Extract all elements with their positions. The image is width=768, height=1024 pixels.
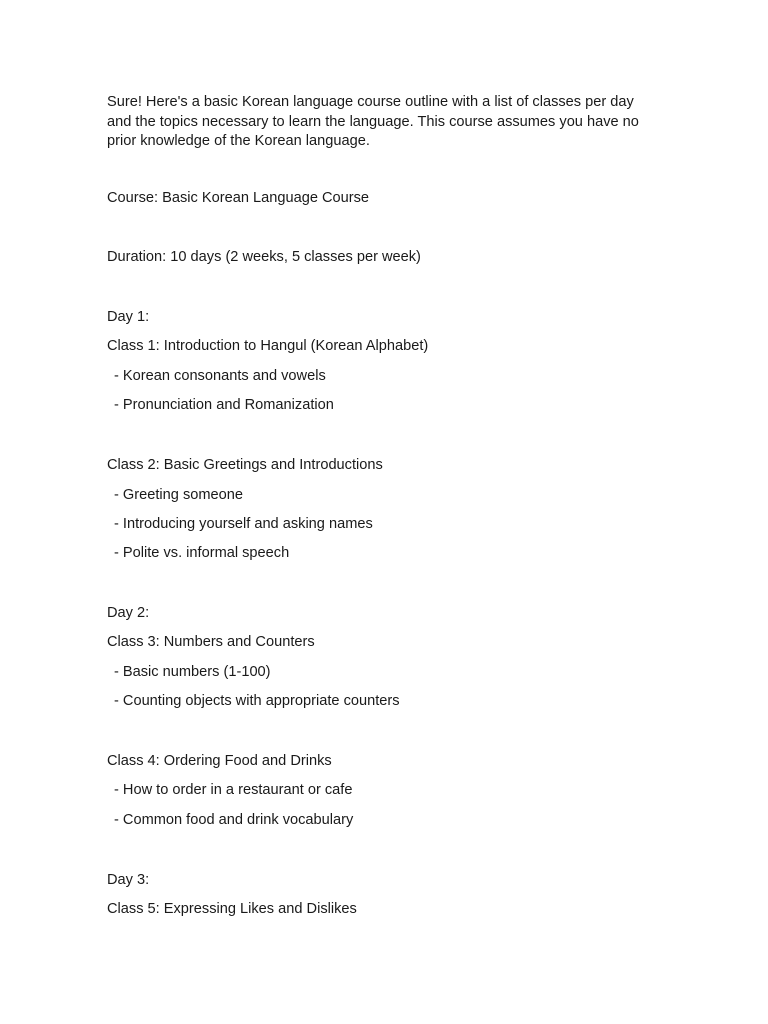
class-4-title: Class 4: Ordering Food and Drinks xyxy=(107,753,332,769)
class-3-topic: - Basic numbers (1-100) xyxy=(114,664,271,680)
intro-line-1: Sure! Here's a basic Korean language course outline with a list of classes per day xyxy=(107,94,634,110)
class-1-title: Class 1: Introduction to Hangul (Korean Alphabet) xyxy=(107,338,429,354)
class-4-topic: - Common food and drink vocabulary xyxy=(114,812,354,828)
course-title: Course: Basic Korean Language Course xyxy=(107,190,370,206)
class-2-topic: - Introducing yourself and asking names xyxy=(114,516,373,532)
day-3-heading: Day 3: xyxy=(107,872,150,888)
class-3-topic: - Counting objects with appropriate counters xyxy=(114,693,400,709)
class-1-topic: - Pronunciation and Romanization xyxy=(114,397,334,413)
intro-line-2: and the topics necessary to learn the language. This course assumes you have no xyxy=(107,113,639,130)
intro-line-3: prior knowledge of the Korean language. xyxy=(107,133,370,149)
class-2-topic: - Greeting someone xyxy=(114,487,243,503)
class-3-title: Class 3: Numbers and Counters xyxy=(107,634,315,650)
day-2-heading: Day 2: xyxy=(107,605,150,621)
class-1-topic: - Korean consonants and vowels xyxy=(114,368,326,384)
class-4-topic: - How to order in a restaurant or cafe xyxy=(114,782,353,798)
course-duration: Duration: 10 days (2 weeks, 5 classes per week) xyxy=(107,249,421,265)
day-1-heading: Day 1: xyxy=(107,309,150,325)
class-2-title: Class 2: Basic Greetings and Introductions xyxy=(107,457,383,473)
intro-paragraph xyxy=(107,93,667,152)
class-5-title: Class 5: Expressing Likes and Dislikes xyxy=(107,901,357,917)
class-2-topic: - Polite vs. informal speech xyxy=(114,545,290,561)
